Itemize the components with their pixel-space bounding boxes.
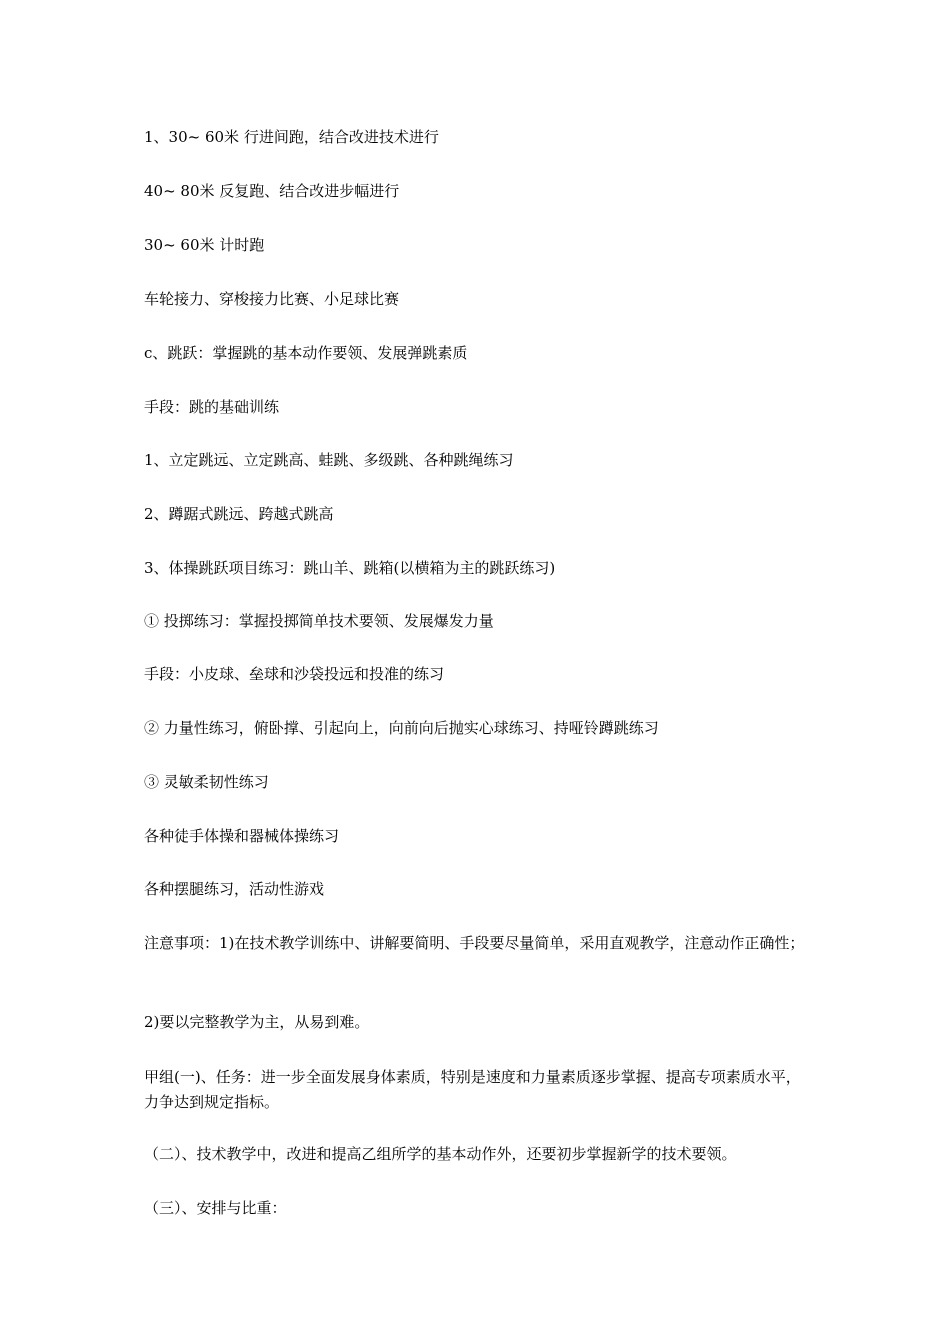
paragraph-agility-heading: ③ 灵敏柔韧性练习 bbox=[144, 773, 269, 791]
paragraph-gymnastics: 各种徒手体操和器械体操练习 bbox=[144, 827, 340, 845]
paragraph-jumping-means: 手段：跳的基础训练 bbox=[144, 398, 280, 416]
paragraph-jump-drills-2: 2、蹲踞式跳远、跨越式跳高 bbox=[144, 505, 334, 523]
paragraph-jumping-heading: c、跳跃：掌握跳的基本动作要领、发展弹跳素质 bbox=[144, 344, 468, 362]
paragraph-leg-swings: 各种摆腿练习，活动性游戏 bbox=[144, 880, 325, 898]
paragraph-notes: 注意事项：1)在技术教学训练中、讲解要简明、手段要尽量简单，采用直观教学，注意动作正确性； bbox=[144, 934, 805, 952]
paragraph-arrangement: （三）、安排与比重： bbox=[144, 1199, 287, 1217]
paragraph-throwing-heading: ① 投掷练习：掌握投掷简单技术要领、发展爆发力量 bbox=[144, 612, 494, 630]
paragraph-jump-drills-1: 1、立定跳远、立定跳高、蛙跳、多级跳、各种跳绳练习 bbox=[144, 451, 514, 469]
paragraph-relay-games: 车轮接力、穿梭接力比赛、小足球比赛 bbox=[144, 290, 400, 308]
paragraph-notes-2: 2)要以完整教学为主，从易到难。 bbox=[144, 1013, 370, 1031]
paragraph-sprint-30-60: 1、30~ 60米 行进间跑，结合改进技术进行 bbox=[144, 128, 439, 146]
paragraph-throwing-means: 手段：小皮球、垒球和沙袋投远和投准的练习 bbox=[144, 665, 445, 683]
paragraph-technique-teaching: （二）、技术教学中，改进和提高乙组所学的基本动作外，还要初步掌握新学的技术要领。 bbox=[144, 1145, 737, 1163]
paragraph-strength-practice: ② 力量性练习，俯卧撑、引起向上，向前向后抛实心球练习、持哑铃蹲跳练习 bbox=[144, 719, 659, 737]
paragraph-timed-run: 30~ 60米 计时跑 bbox=[144, 236, 265, 254]
paragraph-repeat-run: 40~ 80米 反复跑、结合改进步幅进行 bbox=[144, 182, 400, 200]
paragraph-group-a-task: 甲组(一)、任务：进一步全面发展身体素质，特别是速度和力量素质逐步掌握、提高专项素质水平，力争达到规定指标。 bbox=[144, 1068, 801, 1111]
paragraph-jump-drills-3: 3、体操跳跃项目练习：跳山羊、跳箱(以横箱为主的跳跃练习) bbox=[144, 559, 556, 577]
